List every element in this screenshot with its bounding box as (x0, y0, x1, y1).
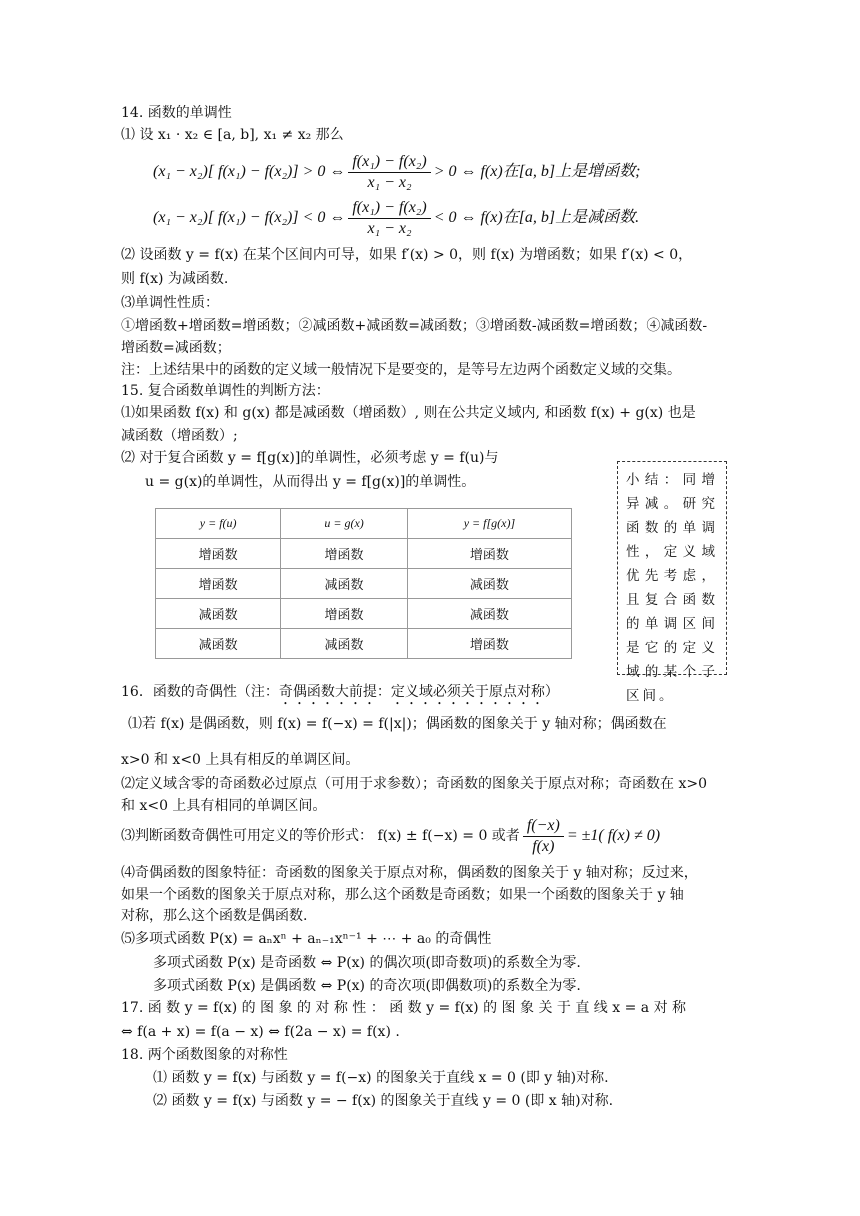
s16-fraction-numerator: f(−x) (523, 817, 564, 837)
table-cell: 减函数 (281, 569, 408, 599)
dec-right: < 0 ⇔ f(x)在[a, b]上是减函数. (433, 209, 640, 226)
table-cell: 减函数 (281, 629, 408, 659)
s14-increasing-formula (153, 150, 640, 194)
table-cell: 减函数 (156, 599, 281, 629)
dec-left: (x₁ − x₂)[ f(x₁) − f(x₂)] < 0 ⇔ (153, 209, 346, 226)
s16-item-4-line-1: ⑷奇偶函数的图象特征：奇函数的图象关于原点对称，偶函数的图象关于 y 轴对称；反过来， (121, 865, 698, 881)
inc-numerator: f(x₁) − f(x₂) (348, 153, 430, 173)
s16-item-5-odd: 多项式函数 P(x) 是奇函数 ⇔ P(x) 的偶次项(即奇数项)的系数全为零. (153, 955, 581, 971)
s16-item-3-fraction (523, 817, 564, 856)
table-cell: 增函数 (156, 569, 281, 599)
s16-item-1-line-2: x>0 和 x<0 上具有相反的单调区间。 (121, 752, 360, 768)
s16-item-2-line-1: ⑵定义域含零的奇函数必过原点（可用于求参数）；奇函数的图象关于原点对称；奇函数在 x>0 (121, 776, 707, 792)
s16-item-4-line-3: 对称，那么这个函数是偶函数. (121, 908, 308, 924)
table-header-cell: y = f(u) (156, 509, 281, 539)
s16-title-prefix: 16．函数的奇偶性（注： (121, 684, 279, 700)
table-cell: 增函数 (281, 599, 408, 629)
table-cell: 增函数 (407, 539, 571, 569)
table-header-cell: y = f[g(x)] (407, 509, 571, 539)
section-18-title: 18. 两个函数图象的对称性 (121, 1047, 288, 1063)
table-cell: 减函数 (407, 569, 571, 599)
table-cell: 增函数 (156, 539, 281, 569)
s14-item-2-line-2: 则 f(x) 为减函数. (121, 271, 229, 287)
table-row (156, 539, 572, 569)
summary-note-box: 小结：同增异减。研究函数的单调性，定义域优先考虑，且复合函数的单调区间是它的定义域的某个子区间。 (617, 461, 727, 675)
s14-item-2-line-1: ⑵ 设函数 y = f(x) 在某个区间内可导，如果 f′(x) > 0，则 f(x) 为增函数；如果 f′(x) < 0， (121, 247, 693, 263)
s16-item-3-right: = ±1( f(x) ≠ 0) (566, 827, 661, 844)
s15-item-2-line-2: u = g(x)的单调性，从而得出 y = f[g(x)]的单调性。 (145, 474, 476, 490)
s18-item-1: ⑴ 函数 y = f(x) 与函数 y = f(−x) 的图象关于直线 x = 0 (即 y 轴)对称. (153, 1070, 609, 1086)
table-cell: 减函数 (407, 599, 571, 629)
s16-item-5: ⑸多项式函数 P(x) = aₙxⁿ + aₙ₋₁xⁿ⁻¹ + ⋯ + a₀ 的奇偶性 (121, 931, 492, 947)
s14-item-3-line-1: ①增函数+增函数=增函数；②减函数+减函数=减函数；③增函数-减函数=增函数；④减函数- (121, 318, 708, 334)
table-cell: 增函数 (407, 629, 571, 659)
inc-left: (x₁ − x₂)[ f(x₁) − f(x₂)] > 0 ⇔ (153, 163, 346, 180)
s16-title-suffix: ） (544, 684, 559, 700)
table-row (156, 569, 572, 599)
table-cell: 减函数 (156, 629, 281, 659)
inc-right: > 0 ⇔ f(x)在[a, b]上是增函数; (433, 163, 641, 180)
s14-item-3-line-2: 增函数=减函数； (121, 340, 231, 356)
section-17-line-1: 17. 函 数 y = f(x) 的 图 象 的 对 称 性 ： 函 数 y = f(x) 的 图 象 关 于 直 线 x = a 对 称 (121, 1000, 687, 1016)
s18-item-2: ⑵ 函数 y = f(x) 与函数 y = − f(x) 的图象关于直线 y = 0 (即 x 轴)对称. (153, 1093, 614, 1109)
s16-item-5-even: 多项式函数 P(x) 是偶函数 ⇔ P(x) 的奇次项(即偶数项)的系数全为零. (153, 978, 581, 994)
section-14-title: 14. 函数的单调性 (121, 105, 232, 121)
table-cell: 增函数 (281, 539, 408, 569)
table-header-cell: u = g(x) (281, 509, 408, 539)
s16-item-3 (121, 812, 660, 860)
table-header-row (156, 509, 572, 539)
table-row (156, 599, 572, 629)
s16-item-3-left: ⑶判断函数奇偶性可用定义的等价形式： f(x) ± f(−x) = 0 或者 (121, 828, 520, 844)
s16-item-1-line-1: ⑴若 f(x) 是偶函数，则 f(x) = f(−x) = f(|x|)；偶函数的图象关于 y 轴对称；偶函数在 (128, 716, 667, 732)
s15-item-1-line-2: 减函数（增函数）; (121, 428, 238, 444)
s16-title-emphasis: 奇偶函数大前提：定义域必须关于原点对称 (278, 684, 545, 700)
s15-item-2-line-1: ⑵ 对于复合函数 y = f[g(x)]的单调性，必须考虑 y = f(u)与 (121, 450, 499, 466)
composite-monotonicity-table (155, 508, 572, 659)
inc-denominator: x₁ − x₂ (367, 173, 412, 191)
s14-item-1: ⑴ 设 x₁ · x₂ ∈ [a, b], x₁ ≠ x₂ 那么 (121, 127, 344, 143)
section-17-line-2: ⇔ f(a + x) = f(a − x) ⇔ f(2a − x) = f(x) . (121, 1024, 400, 1040)
dec-fraction (348, 199, 430, 238)
s16-item-2-line-2: 和 x<0 上具有相同的单调区间。 (121, 798, 327, 814)
s14-note: 注：上述结果中的函数的定义域一般情况下是要变的，是等号左边两个函数定义域的交集。 (121, 362, 681, 378)
s16-fraction-denominator: f(x) (532, 837, 555, 855)
inc-fraction (348, 153, 430, 192)
s15-item-1-line-1: ⑴如果函数 f(x) 和 g(x) 都是减函数（增函数）, 则在公共定义域内, 和函数 f(x) + g(x) 也是 (121, 405, 696, 421)
section-15-title: 15. 复合函数单调性的判断方法： (121, 383, 330, 399)
s16-item-4-line-2: 如果一个函数的图象关于原点对称，那么这个函数是奇函数；如果一个函数的图象关于 y 轴 (121, 887, 684, 903)
dec-denominator: x₁ − x₂ (367, 219, 412, 237)
s14-decreasing-formula (153, 196, 639, 240)
table-row (156, 629, 572, 659)
s14-item-3-title: ⑶单调性性质： (121, 295, 219, 311)
section-16-title (121, 683, 559, 708)
dec-numerator: f(x₁) − f(x₂) (348, 199, 430, 219)
